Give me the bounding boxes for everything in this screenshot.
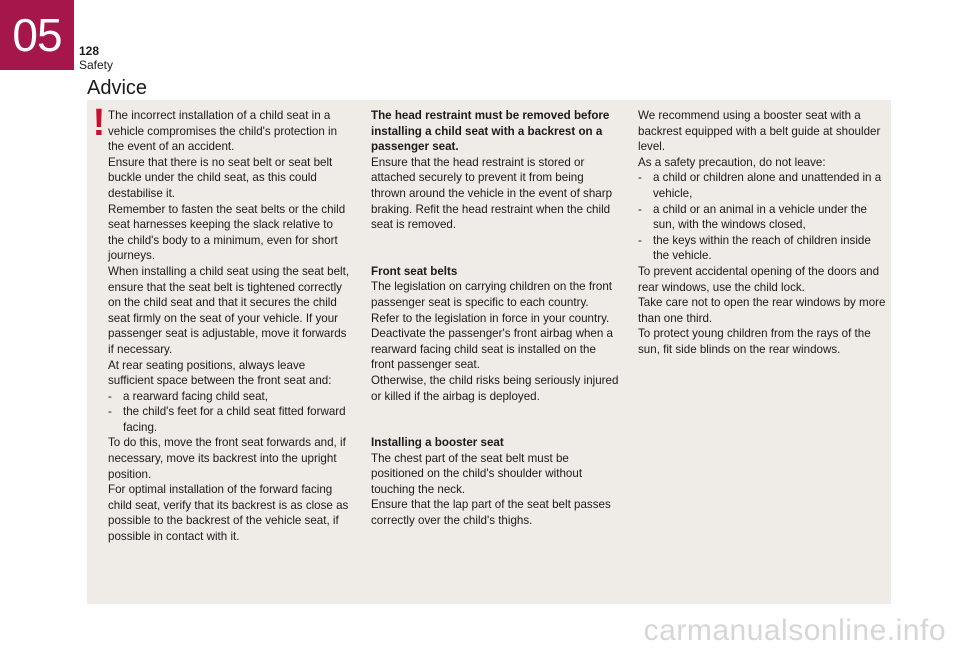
paragraph: The chest part of the seat belt must be positioned on the child's shoulder without touching the neck. bbox=[371, 451, 583, 496]
paragraph: Deactivate the passenger's front airbag when a rearward facing child seat is installed on the front passenger seat. bbox=[371, 327, 613, 372]
paragraph: Ensure that the lap part of the seat belt passes correctly over the child's thighs. bbox=[371, 498, 611, 528]
paragraph: Ensure that the head restraint is stored or attached securely to prevent it from being thrown around the vehicle in the event of sharp braking. Refit the head restraint when the child seat is removed. bbox=[371, 155, 613, 232]
section-name: Safety bbox=[79, 58, 114, 72]
list bbox=[638, 170, 886, 264]
list bbox=[108, 389, 352, 436]
paragraph: Otherwise, the child risks being seriously injured or killed if the airbag is deployed. bbox=[371, 373, 619, 403]
list-item: - a rearward facing child seat, bbox=[108, 389, 352, 405]
page-title: Advice bbox=[87, 77, 148, 99]
front-seat-belts-heading: Front seat belts bbox=[371, 264, 458, 278]
paragraph: At rear seating positions, always leave sufficient space between the front seat and: bbox=[108, 358, 332, 388]
paragraph: To do this, move the front seat forwards and, if necessary, move its backrest into the upright position. bbox=[108, 436, 346, 481]
paragraph: We recommend using a booster seat with a backrest equipped with a belt guide at shoulder level. bbox=[638, 109, 881, 154]
chapter-tab: 05 bbox=[0, 0, 74, 70]
advice-column-3 bbox=[638, 108, 886, 358]
head-restraint-heading: The head restraint must be removed before installing a child seat with a backrest on a passenger seat. bbox=[371, 109, 610, 154]
paragraph: For optimal installation of the forward facing child seat, verify that its backrest is as close as possible to the backrest of the vehicle seat, if possible in contact with it. bbox=[108, 483, 349, 544]
booster-seat-heading: Installing a booster seat bbox=[371, 436, 504, 450]
paragraph: To prevent accidental opening of the doors and rear windows, use the child lock. bbox=[638, 264, 880, 294]
paragraph: Ensure that there is no seat belt or seat belt buckle under the child seat, as this could destabilise it. bbox=[108, 155, 333, 200]
paragraph: To protect young children from the rays of the sun, fit side blinds on the rear windows. bbox=[638, 327, 871, 356]
paragraph: Take care not to open the rear windows by more than one third. bbox=[638, 296, 886, 325]
paragraph: The legislation on carrying children on the front passenger seat is specific to each country. Refer to the legislation in force in your country. bbox=[371, 280, 613, 325]
paragraph: As a safety precaution, do not leave: bbox=[638, 155, 826, 169]
paragraph: When installing a child seat using the seat belt, ensure that the seat belt is tightened correctly on the child seat and that it secures the child seat firmly on the seat of your vehicle. If your passenger seat is adjustable, move it forwards if necessary. bbox=[108, 264, 350, 356]
paragraph: The incorrect installation of a child seat in a vehicle compromises the child's protection in the event of an accident. bbox=[108, 109, 338, 154]
list-item: - a child or an animal in a vehicle under the sun, with the windows closed, bbox=[638, 202, 886, 233]
warning-icon: ! bbox=[92, 102, 106, 144]
page-number: 128 bbox=[79, 44, 100, 58]
list-item: - the keys within the reach of children inside the vehicle. bbox=[638, 233, 886, 264]
list-item: - the child's feet for a child seat fitted forward facing. bbox=[108, 404, 352, 435]
watermark: carmanualsonline.info bbox=[643, 614, 946, 647]
advice-column-1 bbox=[108, 108, 352, 545]
list-item: - a child or children alone and unattended in a vehicle, bbox=[638, 170, 886, 201]
advice-column-2 bbox=[371, 108, 619, 529]
paragraph: Remember to fasten the seat belts or the child seat harnesses keeping the slack relative to the child's body to a minimum, even for short journeys. bbox=[108, 202, 346, 263]
